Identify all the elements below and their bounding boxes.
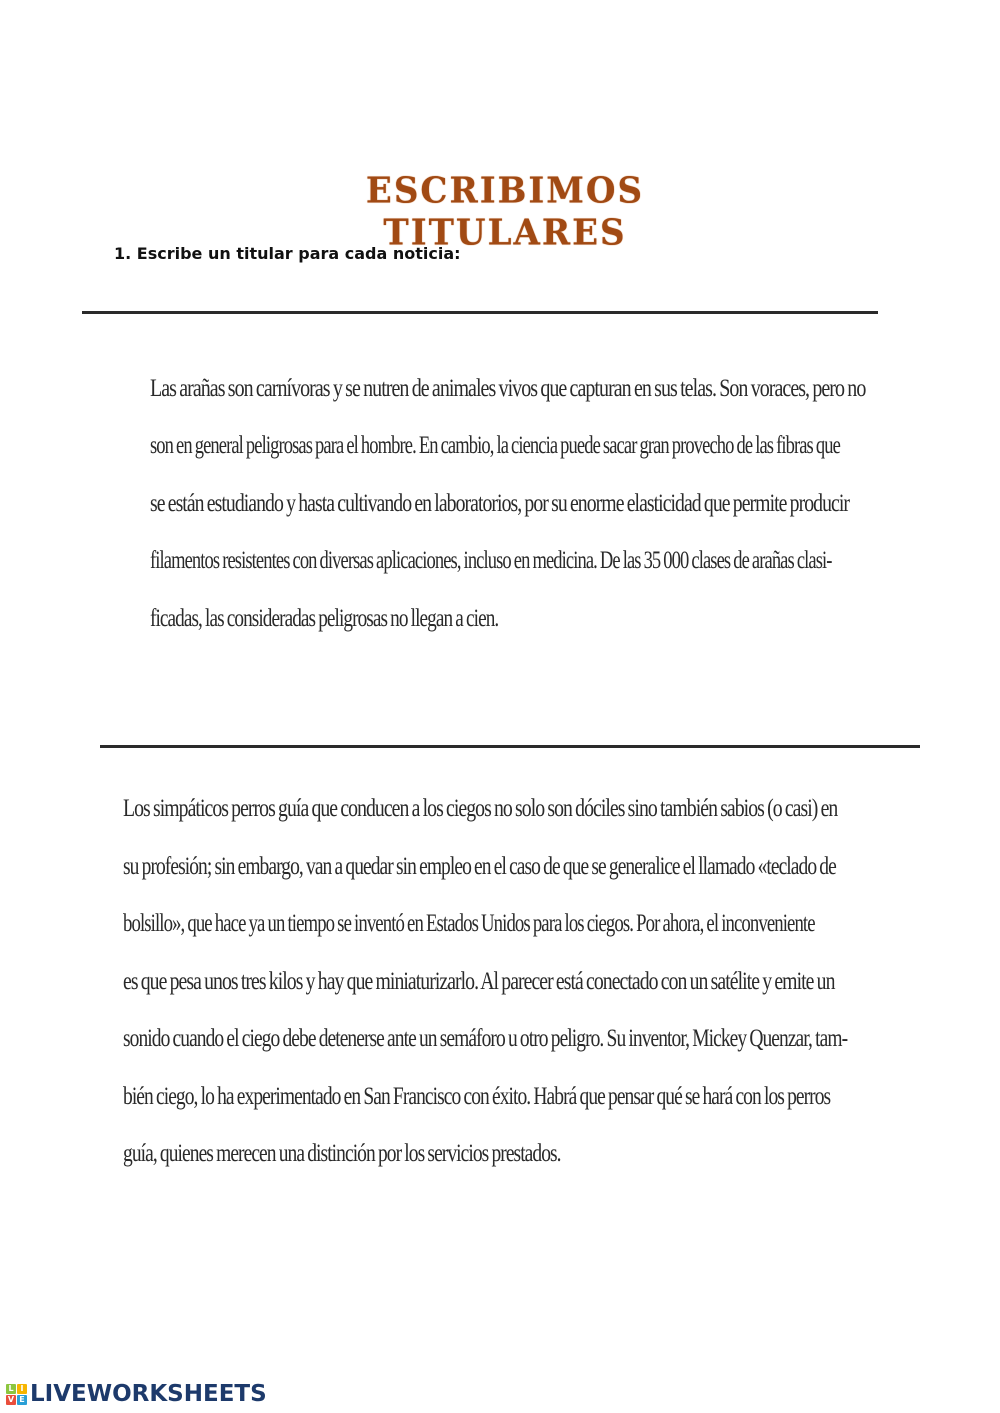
headline-answer-line-1[interactable] xyxy=(82,311,878,314)
live-blocks-icon xyxy=(6,1384,27,1405)
liveworksheets-logo[interactable] xyxy=(6,1381,267,1407)
text-line: Los simpáticos perros guía que conducen a los ciegos no solo son dóciles sino también sabios (o casi) en xyxy=(123,795,838,822)
worksheet-title: ESCRIBIMOS TITULARES xyxy=(365,170,645,254)
text-line: son en general peligrosas para el hombre. En cambio, la ciencia puede sacar gran provecho de las fibras que xyxy=(150,432,840,459)
text-line: es que pesa unos tres kilos y hay que miniaturizarlo. Al parecer está conectado con un satélite y emite un xyxy=(123,968,835,995)
text-line: filamentos resistentes con diversas aplicaciones, incluso en medicina. De las 35 000 clases de arañas clasi- xyxy=(150,547,832,574)
brand-name: LIVEWORKSHEETS xyxy=(30,1381,267,1407)
text-line: su profesión; sin embargo, van a quedar sin empleo en el caso de que se generalice el llamado «teclado de xyxy=(123,853,836,880)
text-line: ficadas, las consideradas peligrosas no llegan a cien. xyxy=(150,605,499,632)
text-line: Las arañas son carnívoras y se nutren de animales vivos que capturan en sus telas. Son voraces, pero no xyxy=(150,375,866,402)
text-line: bién ciego, lo ha experimentado en San Francisco con éxito. Habrá que pensar qué se hará con los perros xyxy=(123,1083,831,1110)
headline-answer-line-2[interactable] xyxy=(100,745,920,748)
instruction: 1. Escribe un titular para cada noticia: xyxy=(114,244,461,263)
news-paragraph-2 xyxy=(123,795,893,1185)
text-line: bolsillo», que hace ya un tiempo se inventó en Estados Unidos para los ciegos. Por ahora, el inconveniente xyxy=(123,910,815,937)
news-paragraph-1 xyxy=(150,375,890,645)
logo-letter-l: L xyxy=(6,1384,16,1394)
logo-letter-e: E xyxy=(17,1395,27,1405)
logo-letter-v: V xyxy=(7,1394,15,1404)
text-line: se están estudiando y hasta cultivando en laboratorios, por su enorme elasticidad que permite producir xyxy=(150,490,850,517)
text-line: guía, quienes merecen una distinción por los servicios prestados. xyxy=(123,1140,561,1167)
text-line: sonido cuando el ciego debe detenerse ante un semáforo u otro peligro. Su inventor, Mickey Quenzar, tam- xyxy=(123,1025,848,1052)
logo-letter-i: I xyxy=(17,1384,27,1394)
